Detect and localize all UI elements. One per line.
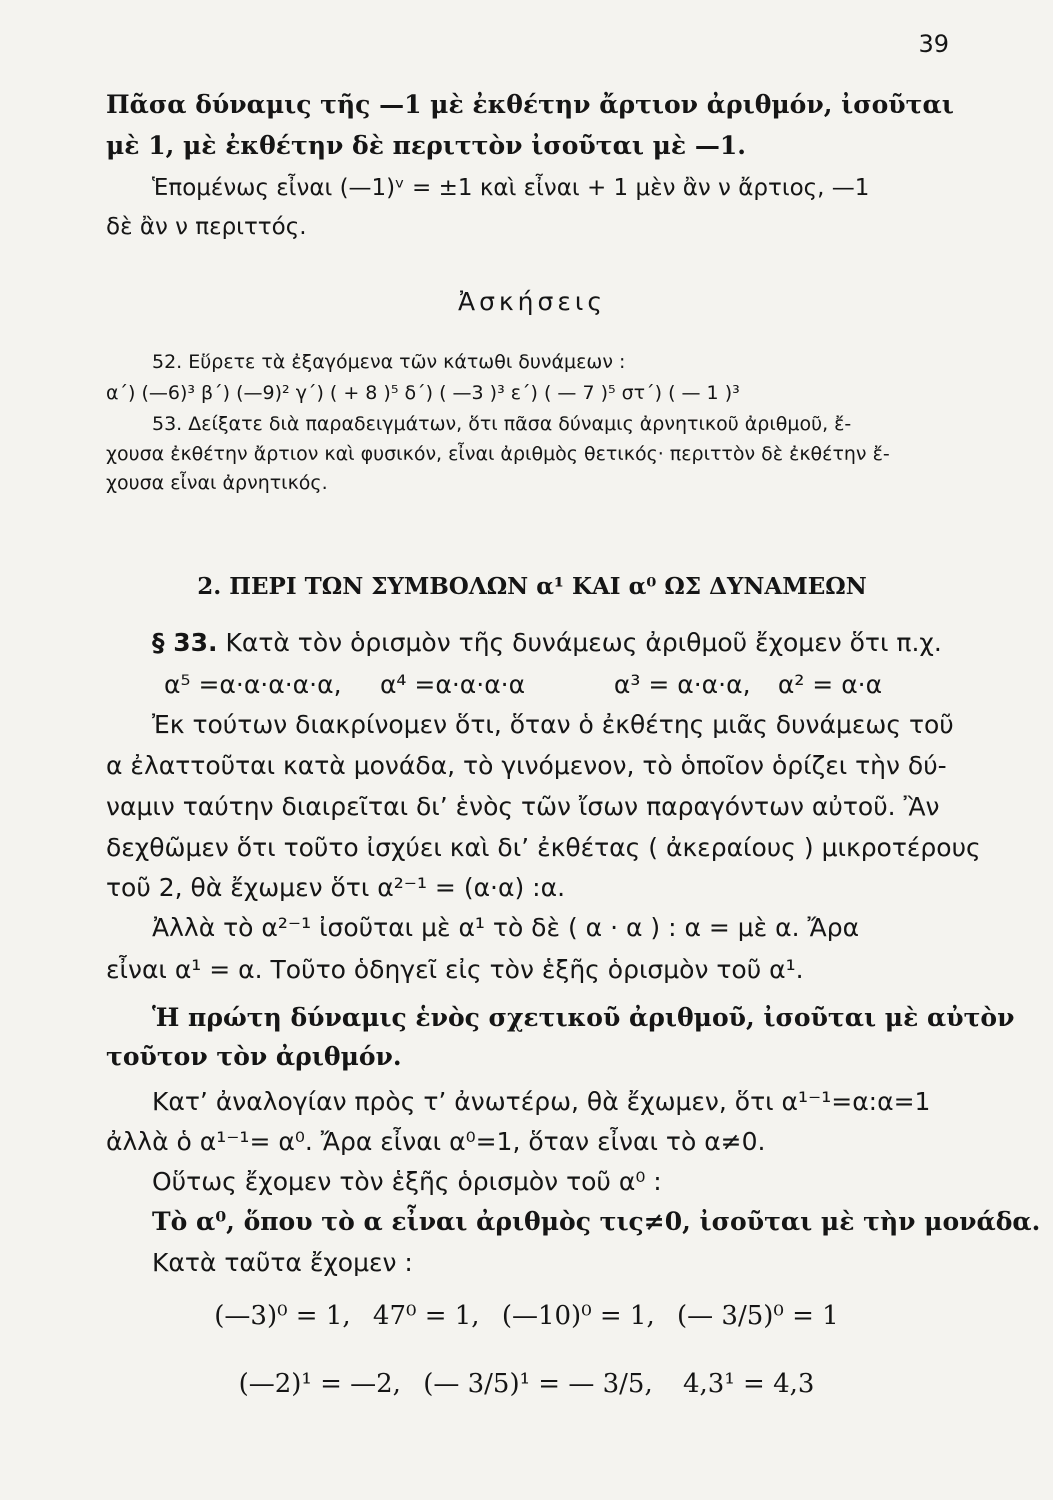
- rule-first-power-line-1: Ἡ πρώτη δύναμις ἑνὸς σχετικοῦ ἀριθμοῦ, ἰσοῦται μὲ αὐτὸν: [152, 1003, 1015, 1032]
- power-2: α² = α·α: [777, 670, 883, 699]
- exercise-53-line-2: χουσα ἐκθέτην ἄρτιον καὶ φυσικόν, εἶναι ἀριθμὸς θετικός· περιττὸν δὲ ἐκθέτην ἔ-: [106, 443, 890, 465]
- section-title: 2. ΠΕΡΙ ΤΩΝ ΣΥΜΒΟΛΩΝ α¹ ΚΑΙ α⁰ ΩΣ ΔΥΝΑΜΕΩΝ: [197, 573, 867, 600]
- power-3: α³ = α·α·α,: [613, 670, 751, 699]
- body-line-10: Οὕτως ἔχομεν τὸν ἑξῆς ὁρισμὸν τοῦ α⁰ :: [152, 1167, 662, 1196]
- rule-first-power-line-2: τοῦτον τὸν ἀριθμόν.: [106, 1042, 402, 1071]
- powers-row: [106, 670, 1016, 700]
- body-line-3: ναμιν ταύτην διαιρεῖται δι’ ἑνὸς τῶν ἴσων παραγόντων αὐτοῦ. Ἂν: [106, 792, 940, 821]
- body-line-11: Κατὰ ταῦτα ἔχομεν :: [152, 1248, 413, 1277]
- example-1-3: (—10)⁰ = 1,: [501, 1301, 655, 1331]
- exercise-52-line-2: α΄) (—6)³ β΄) (—9)² γ΄) ( + 8 )⁵ δ΄) ( —3 )³ ε΄) ( — 7 )⁵ στ΄) ( — 1 )³: [106, 382, 740, 404]
- exercises-heading: Ἀσκήσεις: [457, 287, 606, 316]
- body-line-8: Κατ’ ἀναλογίαν πρὸς τ’ ἀνωτέρω, θὰ ἔχωμεν, ὅτι α¹⁻¹=α:α=1: [152, 1087, 931, 1116]
- paragraph-number: § 33.: [152, 628, 218, 657]
- example-2-2: (— 3/5)¹ = — 3/5,: [423, 1369, 653, 1399]
- paragraph-33-text: Κατὰ τὸν ὁρισμὸν τῆς δυνάμεως ἀριθμοῦ ἔχομεν ὅτι π.χ.: [225, 628, 942, 657]
- example-1-1: (—3)⁰ = 1,: [214, 1301, 351, 1331]
- rule-zero-power: Τὸ α⁰, ὅπου τὸ α εἶναι ἀριθμὸς τις≠0, ἰσοῦται μὲ τὴν μονάδα.: [152, 1207, 1041, 1236]
- body-line-4: δεχθῶμεν ὅτι τοῦτο ἰσχύει καὶ δι’ ἐκθέτας ( ἀκεραίους ) μικροτέρους: [106, 833, 981, 862]
- examples-row-2: [0, 1366, 1053, 1402]
- exercise-53-line-1: 53. Δείξατε διὰ παραδειγμάτων, ὅτι πᾶσα δύναμις ἀρνητικοῦ ἀριθμοῦ, ἔ-: [152, 413, 852, 435]
- example-2-3: 4,3¹ = 4,3: [682, 1369, 815, 1399]
- body-line-2: α ἐλαττοῦται κατὰ μονάδα, τὸ γινόμενον, τὸ ὁποῖον ὁρίζει τὴν δύ-: [106, 751, 947, 780]
- intro-line-4: δὲ ἂν ν περιττός.: [106, 214, 307, 240]
- body-line-5: τοῦ 2, θὰ ἔχωμεν ὅτι α²⁻¹ = (α·α) :α.: [106, 873, 566, 902]
- intro-line-2: μὲ 1, μὲ ἐκθέτην δὲ περιττὸν ἰσοῦται μὲ —1.: [106, 131, 746, 160]
- body-line-7: εἶναι α¹ = α. Τοῦτο ὁδηγεῖ εἰς τὸν ἑξῆς ὁρισμὸν τοῦ α¹.: [106, 955, 804, 984]
- examples-row-1: [0, 1298, 1053, 1334]
- example-1-4: (— 3/5)⁰ = 1: [677, 1301, 839, 1331]
- exercise-52-line-1: 52. Εὕρετε τὰ ἐξαγόμενα τῶν κάτωθι δυνάμεων :: [152, 351, 626, 373]
- body-line-9: ἀλλὰ ὁ α¹⁻¹= α⁰. Ἄρα εἶναι α⁰=1, ὅταν εἶναι τὸ α≠0.: [106, 1127, 766, 1156]
- example-2-1: (—2)¹ = —2,: [238, 1369, 401, 1399]
- intro-line-3: Ἑπομένως εἶναι (—1)ᵛ = ±1 καὶ εἶναι + 1 μὲν ἂν ν ἄρτιος, —1: [152, 175, 870, 201]
- example-1-2: 47⁰ = 1,: [372, 1301, 480, 1331]
- page-number: 39: [918, 30, 949, 58]
- body-line-1: Ἐκ τούτων διακρίνομεν ὅτι, ὅταν ὁ ἐκθέτης μιᾶς δυνάμεως τοῦ: [152, 710, 954, 739]
- intro-line-1: Πᾶσα δύναμις τῆς —1 μὲ ἐκθέτην ἄρτιον ἀριθμόν, ἰσοῦται: [106, 90, 954, 119]
- exercise-53-line-3: χουσα εἶναι ἀρνητικός.: [106, 472, 328, 494]
- body-line-6: Ἀλλὰ τὸ α²⁻¹ ἰσοῦται μὲ α¹ τὸ δὲ ( α · α ) : α = μὲ α. Ἄρα: [152, 913, 860, 942]
- paragraph-33-line-1: [106, 628, 1004, 658]
- power-5: α⁵ =α·α·α·α·α,: [164, 670, 342, 699]
- power-4: α⁴ =α·α·α·α: [379, 670, 526, 699]
